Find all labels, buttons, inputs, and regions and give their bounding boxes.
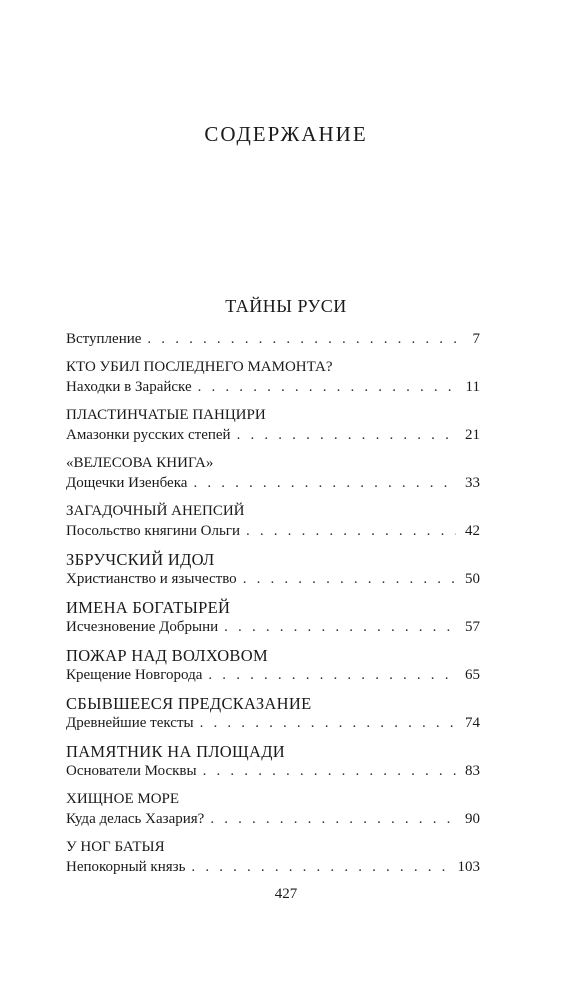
- toc-entry-title: Древнейшие тексты: [66, 715, 194, 731]
- toc-chapter-heading: СБЫВШЕЕСЯ ПРЕДСКАЗАНИЕ: [66, 694, 312, 713]
- toc-line: [66, 857, 480, 877]
- toc-entry: [66, 358, 480, 397]
- toc-chapter-heading: ПЛАСТИНЧАТЫЕ ПАНЦИРИ: [66, 407, 266, 423]
- toc-entry: [66, 742, 480, 781]
- toc-line: [66, 617, 480, 637]
- toc-chapter-heading: КТО УБИЛ ПОСЛЕДНЕГО МАМОНТА?: [66, 359, 333, 375]
- toc-entry-title: Вступление: [66, 331, 142, 347]
- toc-chapter-heading: ПОЖАР НАД ВОЛХОВОМ: [66, 646, 268, 665]
- section-title: ТАЙНЫ РУСИ: [225, 296, 347, 316]
- toc-entry-title: Христианство и язычество: [66, 571, 237, 587]
- toc-page-number: 65: [465, 667, 480, 683]
- dot-leader: [193, 473, 456, 493]
- toc-entry: [66, 329, 480, 349]
- dot-leader: [243, 569, 456, 589]
- toc-entry: [66, 550, 480, 589]
- toc-entry: [66, 694, 480, 733]
- toc-page-number: 50: [465, 571, 480, 587]
- toc-page-number: 103: [457, 859, 480, 875]
- toc-entry-title: Исчезновение Добрыни: [66, 619, 219, 635]
- toc-line: [66, 473, 480, 493]
- dot-leader: [147, 329, 456, 349]
- toc-page-number: 11: [465, 379, 480, 395]
- toc-chapter-heading: У НОГ БАТЫЯ: [66, 839, 165, 855]
- toc-chapter-heading: ХИЩНОЕ МОРЕ: [66, 791, 180, 807]
- toc-entry-title: Основатели Москвы: [66, 763, 197, 779]
- toc-entry-title: Крещение Новгорода: [66, 667, 203, 683]
- page-number: 427: [274, 886, 298, 902]
- table-of-contents: [66, 329, 480, 886]
- toc-page-number: 57: [465, 619, 480, 635]
- page-title: СОДЕРЖАНИЕ: [204, 122, 368, 146]
- dot-leader: [224, 617, 456, 637]
- dot-leader: [200, 713, 456, 733]
- toc-entry: [66, 838, 480, 877]
- toc-entry-title: Непокорный князь: [66, 859, 186, 875]
- toc-entry-title: Находки в Зарайске: [66, 379, 192, 395]
- toc-entry: [66, 646, 480, 685]
- toc-chapter-heading: «ВЕЛЕСОВА КНИГА»: [66, 455, 214, 471]
- dot-leader: [198, 377, 456, 397]
- toc-line: [66, 329, 480, 349]
- toc-page-number: 21: [465, 427, 480, 443]
- toc-line: [66, 425, 480, 445]
- dot-leader: [246, 521, 456, 541]
- toc-entry-title: Амазонки русских степей: [66, 427, 231, 443]
- toc-chapter-heading: ПАМЯТНИК НА ПЛОЩАДИ: [66, 742, 285, 761]
- dot-leader: [210, 809, 456, 829]
- dot-leader: [208, 665, 456, 685]
- dot-leader: [203, 761, 456, 781]
- toc-chapter-heading: ЗБРУЧСКИЙ ИДОЛ: [66, 550, 215, 569]
- toc-line: [66, 713, 480, 733]
- toc-entry: [66, 406, 480, 445]
- toc-line: [66, 761, 480, 781]
- toc-chapter-heading: ИМЕНА БОГАТЫРЕЙ: [66, 598, 231, 617]
- toc-entry-title: Посольство княгини Ольги: [66, 523, 240, 539]
- toc-entry: [66, 790, 480, 829]
- toc-line: [66, 569, 480, 589]
- toc-line: [66, 521, 480, 541]
- toc-entry: [66, 454, 480, 493]
- toc-page-number: 42: [465, 523, 480, 539]
- toc-page-number: 90: [465, 811, 480, 827]
- toc-entry: [66, 598, 480, 637]
- toc-chapter-heading: ЗАГАДОЧНЫЙ АНЕПСИЙ: [66, 503, 245, 519]
- toc-entry-title: Дощечки Изенбека: [66, 475, 188, 491]
- toc-page-number: 74: [465, 715, 480, 731]
- toc-line: [66, 665, 480, 685]
- toc-entry: [66, 502, 480, 541]
- dot-leader: [191, 857, 453, 877]
- toc-page-number: 33: [465, 475, 480, 491]
- toc-line: [66, 377, 480, 397]
- toc-line: [66, 809, 480, 829]
- dot-leader: [237, 425, 456, 445]
- toc-page-number: 7: [472, 331, 480, 347]
- toc-entry-title: Куда делась Хазария?: [66, 811, 205, 827]
- toc-page-number: 83: [465, 763, 480, 779]
